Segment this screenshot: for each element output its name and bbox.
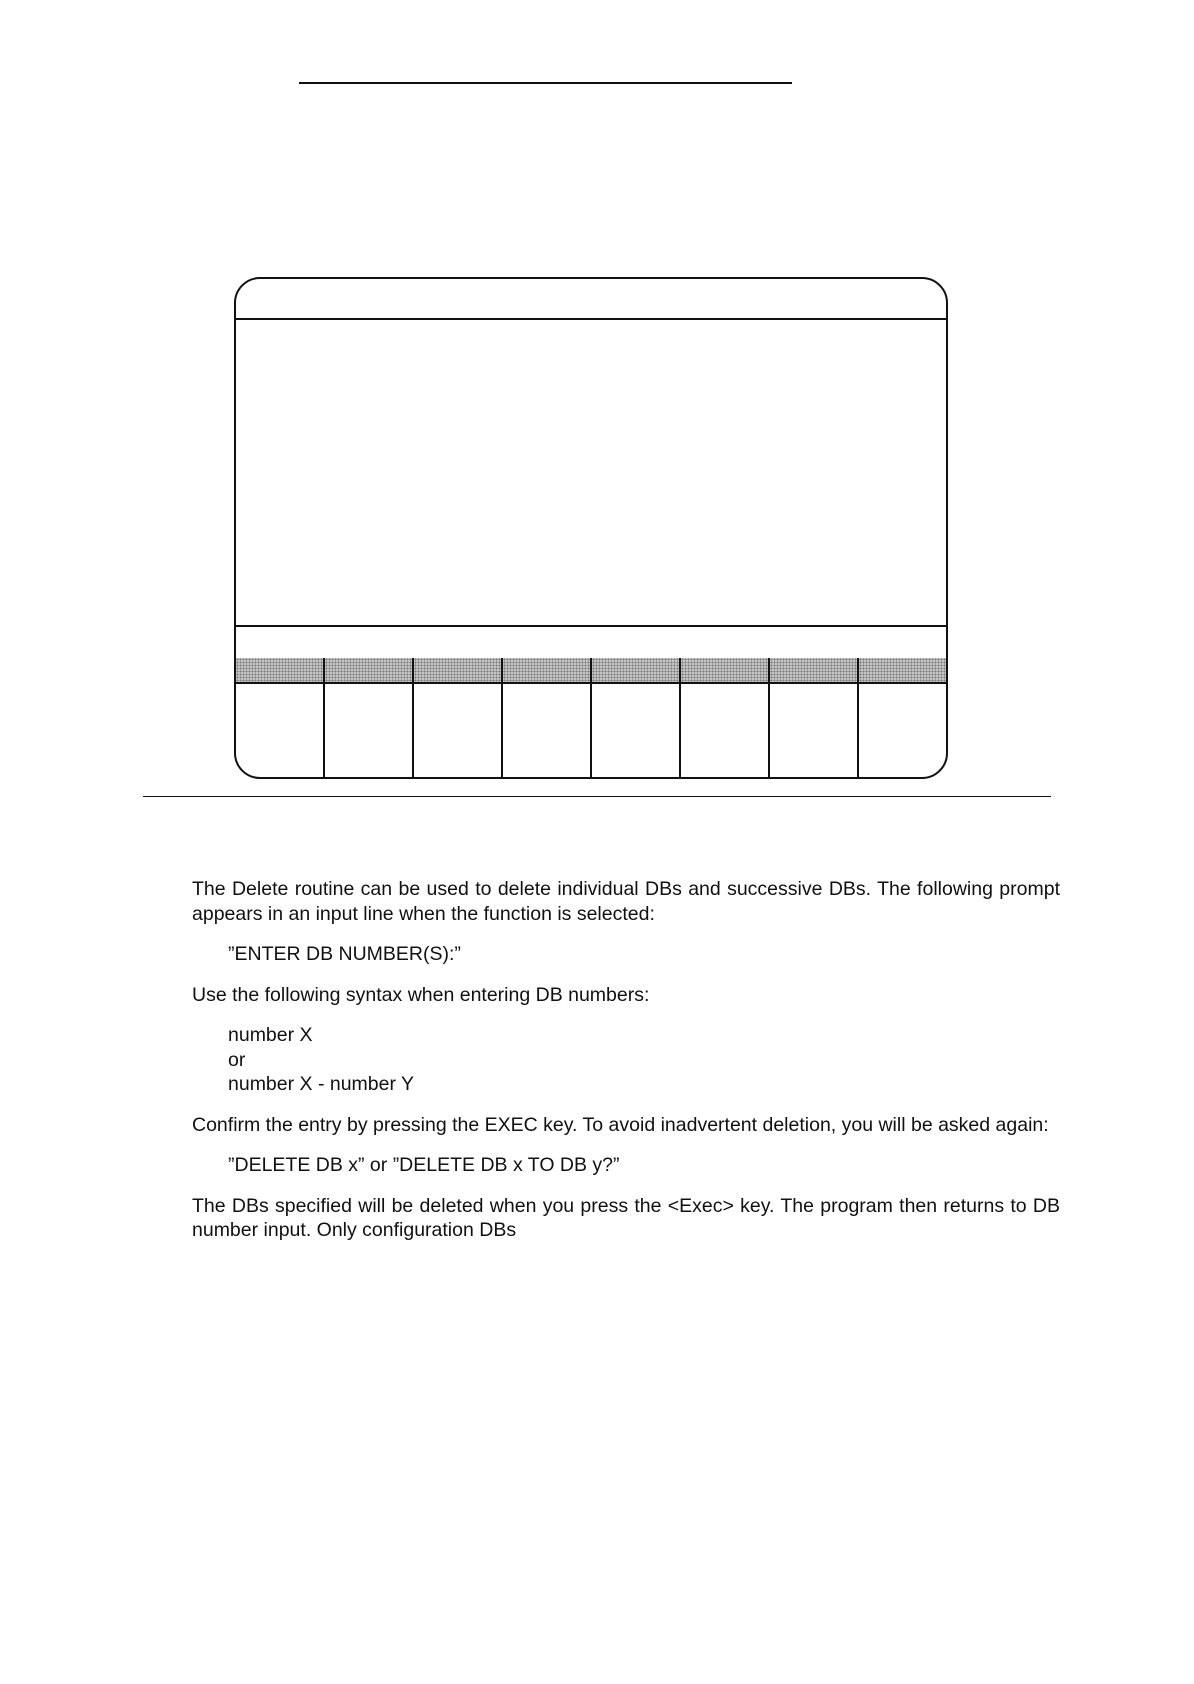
softkey-label: [414, 684, 501, 779]
softkey-label: [236, 684, 323, 779]
softkey-label: [503, 684, 590, 779]
paragraph-intro: The Delete routine can be used to delete individual DBs and successive DBs. The following prompt appears in an input line when the function is selected:: [192, 878, 1060, 925]
figure-bottom-rule: [143, 796, 1051, 797]
body-text: [192, 877, 1060, 1259]
softkey-label: [325, 684, 412, 779]
syntax-line-3: number X - number Y: [228, 1073, 415, 1095]
syntax-line-2: or: [228, 1048, 246, 1071]
softkey-label: [681, 684, 768, 779]
softkey-strip: [503, 658, 590, 684]
softkey-bar: [236, 658, 946, 779]
softkey-strip: [236, 658, 323, 684]
softkey-f4: [503, 658, 592, 779]
softkey-f8: [859, 658, 946, 779]
softkey-f3: [414, 658, 503, 779]
paragraph-result: The DBs specified will be deleted when you press the <Exec> key. The program then returns to DB number input. Only configuration DBs: [192, 1194, 1060, 1241]
softkey-strip: [859, 658, 946, 684]
softkey-strip: [592, 658, 679, 684]
syntax-block: [228, 1023, 1060, 1097]
header-rule: [299, 82, 792, 84]
screen-input-line: [236, 625, 946, 660]
softkey-strip: [770, 658, 857, 684]
softkey-f7: [770, 658, 859, 779]
softkey-label: [770, 684, 857, 779]
paragraph-confirm: Confirm the entry by pressing the EXEC key. To avoid inadvertent deletion, you will be asked again:: [192, 1113, 1049, 1136]
screen-figure: [234, 277, 948, 779]
softkey-strip: [325, 658, 412, 684]
screen-work-area: [236, 320, 946, 625]
paragraph-syntax-intro: Use the following syntax when entering DB numbers:: [192, 983, 650, 1006]
softkey-f5: [592, 658, 681, 779]
softkey-f6: [681, 658, 770, 779]
softkey-label: [859, 684, 946, 779]
softkey-label: [592, 684, 679, 779]
softkey-strip: [414, 658, 501, 684]
softkey-f1: [236, 658, 325, 779]
syntax-line-1: number X: [228, 1024, 313, 1046]
softkey-f2: [325, 658, 414, 779]
prompt-enter-db-number: ”ENTER DB NUMBER(S):”: [228, 943, 461, 965]
screen-header-bar: [236, 279, 946, 320]
softkey-strip: [681, 658, 768, 684]
prompt-delete-db: ”DELETE DB x” or ”DELETE DB x TO DB y?”: [228, 1154, 620, 1176]
